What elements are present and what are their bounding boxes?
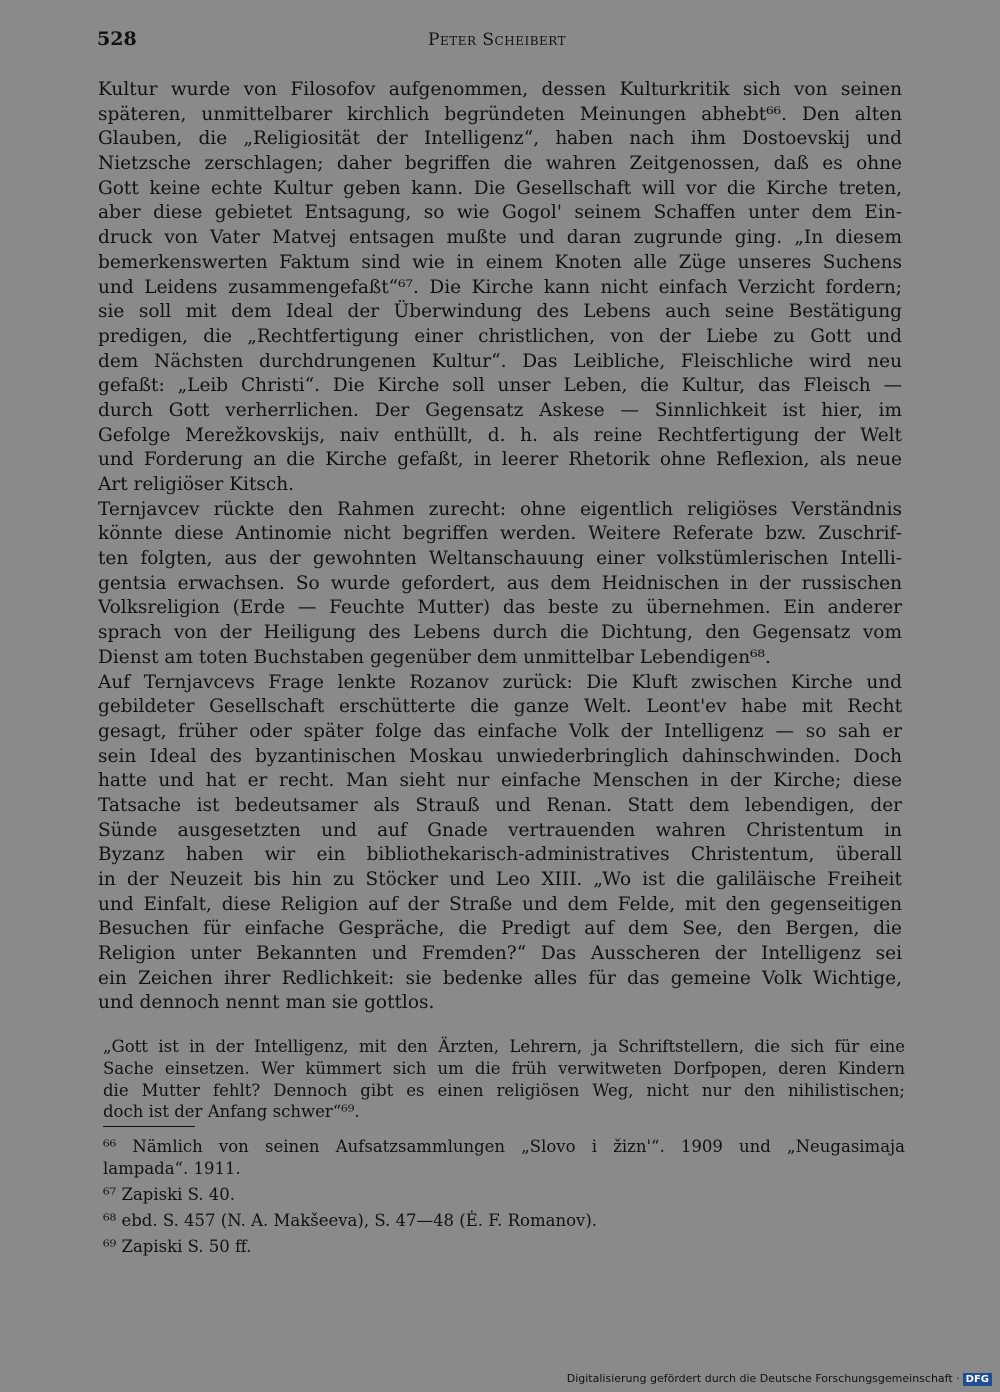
- body-line: Tatsache ist bedeutsamer als Strauß und Renan. Statt dem lebendigen, der: [98, 794, 902, 816]
- body-line: sie soll mit dem Ideal der Überwindung des Lebens auch seine Bestätigung: [98, 301, 902, 323]
- dfg-funding-banner: [567, 1372, 992, 1386]
- footnote-line: ⁶⁷ Zapiski S. 40.: [103, 1185, 236, 1204]
- footnote: [103, 1184, 905, 1206]
- body-line: und Leidens zusammengefaßt“⁶⁷. Die Kirche kann nicht einfach Verzicht fordern;: [98, 276, 902, 298]
- dfg-logo-icon: DFG: [963, 1373, 992, 1386]
- quote-line: die Mutter fehlt? Dennoch gibt es einen religiösen Weg, nicht nur den nihilistischen;: [103, 1080, 905, 1100]
- body-line: gentsia erwachsen. So wurde gefordert, aus dem Heidnischen in der russischen: [98, 572, 902, 594]
- footnotes: [103, 1136, 905, 1258]
- body-line: Nietzsche zerschlagen; daher begriffen die wahren Zeitgenossen, daß es ohne: [98, 153, 902, 175]
- body-text: [98, 78, 902, 1016]
- footnote-line: lampada“. 1911.: [103, 1159, 241, 1178]
- running-head: Peter Scheibert: [428, 30, 567, 50]
- quote-line: doch ist der Anfang schwer“⁶⁹.: [103, 1102, 360, 1122]
- body-line: späteren, unmittelbarer kirchlich begründeten Meinungen abhebt⁶⁶. Den alten: [98, 103, 902, 125]
- footnote-line: ⁶⁶ Nämlich von seinen Aufsatzsammlungen „Slovo i žizn'“. 1909 und „Neugasimaja: [103, 1137, 905, 1156]
- body-line: Besuchen für einfache Gespräche, die Predigt auf dem See, den Bergen, die: [98, 918, 902, 940]
- body-line: Auf Ternjavcevs Frage lenkte Rozanov zurück: Die Kluft zwischen Kirche und: [98, 671, 902, 693]
- body-line: ein Zeichen ihrer Redlichkeit: sie bedenke alles für das gemeine Volk Wichtige,: [98, 967, 902, 989]
- footnote: [103, 1236, 905, 1258]
- body-line: predigen, die „Rechtfertigung einer christlichen, von der Liebe zu Gott und: [98, 325, 902, 347]
- body-line: durch Gott verherrlichen. Der Gegensatz Askese — Sinnlichkeit ist hier, im: [98, 399, 902, 421]
- block-quote: [103, 1036, 905, 1123]
- body-line: und dennoch nennt man sie gottlos.: [98, 992, 435, 1014]
- banner-text: Digitalisierung gefördert durch die Deutsche Forschungsgemeinschaft ·: [566, 1372, 960, 1385]
- body-line: Religion unter Bekannten und Fremden?“ Das Ausscheren der Intelligenz sei: [98, 943, 902, 965]
- page-number: 528: [97, 28, 137, 50]
- body-line: gefaßt: „Leib Christi“. Die Kirche soll unser Leben, die Kultur, das Fleisch —: [98, 375, 902, 397]
- body-line: sein Ideal des byzantinischen Moskau unwiederbringlich dahinschwinden. Doch: [98, 745, 902, 767]
- body-line: ten folgten, aus der gewohnten Weltanschauung einer volkstümlerischen Intelli-: [98, 548, 902, 570]
- footnote: [103, 1210, 905, 1232]
- footnote-line: ⁶⁹ Zapiski S. 50 ff.: [103, 1237, 252, 1256]
- footnote: [103, 1136, 905, 1180]
- body-line: könnte diese Antinomie nicht begriffen werden. Weitere Referate bzw. Zuschrif-: [98, 523, 902, 545]
- body-line: Byzanz haben wir ein bibliothekarisch-administratives Christentum, überall: [98, 844, 902, 866]
- body-line: Art religiöser Kitsch.: [98, 474, 295, 495]
- body-line: gebildeter Gesellschaft erschütterte die ganze Welt. Leont'ev habe mit Recht: [98, 696, 902, 718]
- footnote-rule: [103, 1126, 195, 1127]
- body-line: und Forderung an die Kirche gefaßt, in leerer Rhetorik ohne Reflexion, als neue: [98, 449, 902, 471]
- quote-line: Sache einsetzen. Wer kümmert sich um die früh verwitweten Dorfpopen, deren Kindern: [103, 1058, 905, 1078]
- body-line: sprach von der Heiligung des Lebens durch die Dichtung, den Gegensatz vom: [98, 622, 902, 644]
- quote-line: „Gott ist in der Intelligenz, mit den Ärzten, Lehrern, ja Schriftstellern, die sich für eine: [103, 1037, 905, 1056]
- body-line: druck von Vater Matvej entsagen mußte und daran zugrunde ging. „In diesem: [98, 227, 902, 249]
- body-line: in der Neuzeit bis hin zu Stöcker und Leo XIII. „Wo ist die galiläische Freiheit: [98, 869, 902, 890]
- footnote-line: ⁶⁸ ebd. S. 457 (N. A. Makšeeva), S. 47—48 (Ė. F. Romanov).: [103, 1211, 598, 1230]
- body-line: Dienst am toten Buchstaben gegenüber dem unmittelbar Lebendigen⁶⁸.: [98, 646, 771, 668]
- body-line: Sünde ausgesetzten und auf Gnade vertrauenden wahren Christentum in: [98, 819, 902, 841]
- body-line: und Einfalt, diese Religion auf der Straße und dem Felde, mit den gegenseitigen: [98, 893, 902, 915]
- body-line: bemerkenswerten Faktum sind wie in einem Knoten alle Züge unseres Suchens: [98, 251, 902, 273]
- body-line: Ternjavcev rückte den Rahmen zurecht: ohne eigentlich religiöses Verständnis: [98, 498, 902, 520]
- body-line: hatte und hat er recht. Man sieht nur einfache Menschen in der Kirche; diese: [98, 770, 902, 792]
- body-line: Volksreligion (Erde — Feuchte Mutter) das beste zu übernehmen. Ein anderer: [98, 597, 902, 619]
- body-line: gesagt, früher oder später folge das einfache Volk der Intelligenz — so sah er: [98, 720, 902, 742]
- body-line: Glauben, die „Religiosität der Intelligenz“, haben nach ihm Dostoevskij und: [98, 128, 902, 150]
- body-line: dem Nächsten durchdrungenen Kultur“. Das Leibliche, Fleischliche wird neu: [98, 350, 902, 372]
- body-line: aber diese gebietet Entsagung, so wie Gogol' seinem Schaffen unter dem Ein-: [98, 202, 902, 224]
- body-line: Kultur wurde von Filosofov aufgenommen, dessen Kulturkritik sich von seinen: [98, 79, 902, 100]
- body-line: Gefolge Merežkovskijs, naiv enthüllt, d. h. als reine Rechtfertigung der Welt: [98, 424, 902, 446]
- body-line: Gott keine echte Kultur geben kann. Die Gesellschaft will vor die Kirche treten,: [98, 177, 902, 199]
